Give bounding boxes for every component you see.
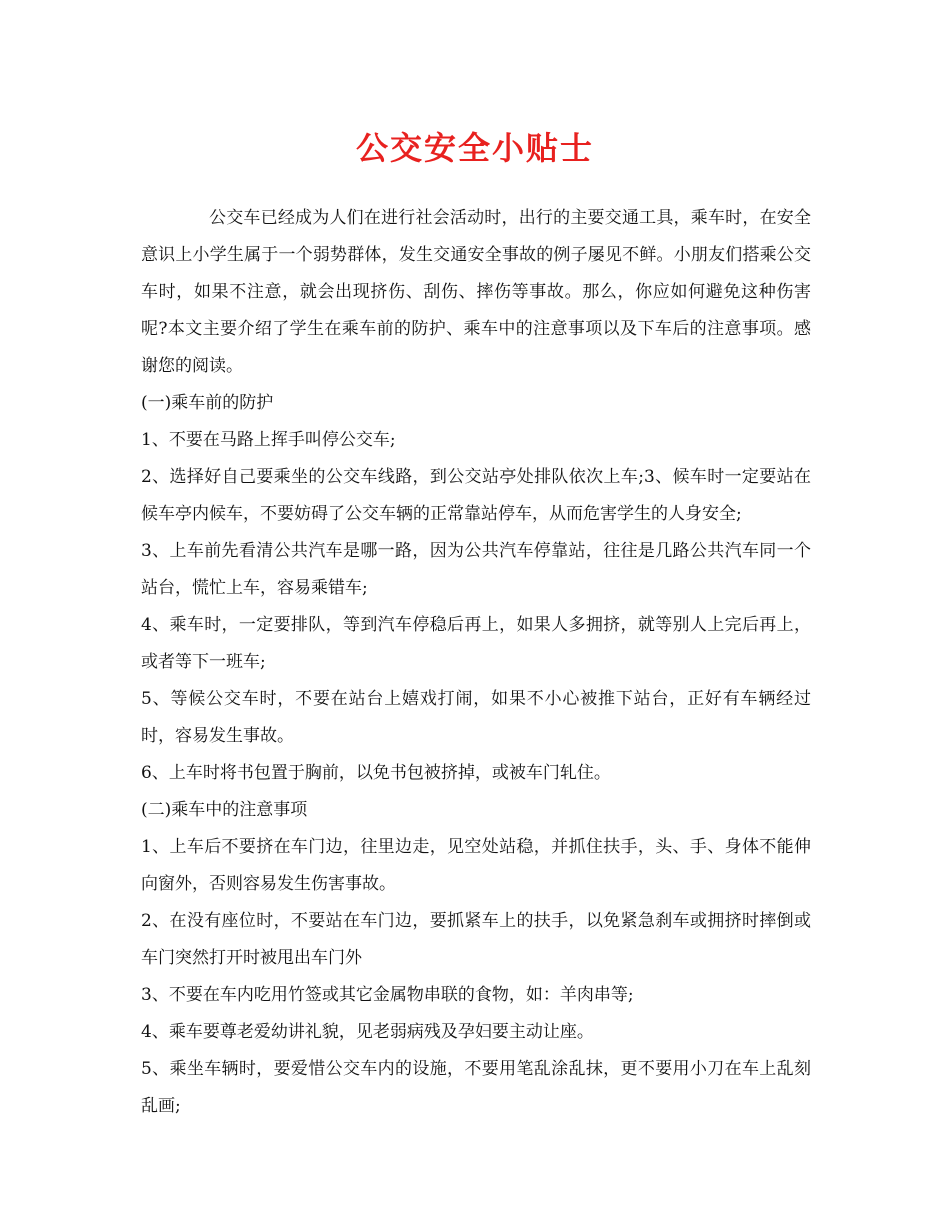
intro-paragraph: 公交车已经成为人们在进行社会活动时，出行的主要交通工具，乘车时，在安全意识上小学生属于一个弱势群体，发生交通安全事故的例子屡见不鲜。小朋友们搭乘公交车时，如果不注意，就会出现挤伤、刮伤、摔伤等事故。那么，你应如何避免这种伤害呢?本文主要介绍了学生在乘车前的防护、乘车中的注意事项以及下车后的注意事项。感谢您的阅读。 [141, 208, 811, 376]
document-body [141, 200, 811, 1125]
list-item: 2、在没有座位时，不要站在车门边，要抓紧车上的扶手，以免紧急刹车或拥挤时摔倒或车门突然打开时被甩出车门外 [141, 911, 811, 968]
list-item: 2、选择好自己要乘坐的公交车线路，到公交站亭处排队依次上车;3、候车时一定要站在候车亭内候车，不要妨碍了公交车辆的正常靠站停车，从而危害学生的人身安全; [141, 467, 811, 524]
list-item: 4、乘车时，一定要排队，等到汽车停稳后再上，如果人多拥挤，就等别人上完后再上，或者等下一班车; [141, 615, 811, 672]
page-title: 公交安全小贴士 [355, 129, 594, 167]
list-item: 3、上车前先看清公共汽车是哪一路，因为公共汽车停靠站，往往是几路公共汽车同一个站台，慌忙上车，容易乘错车; [141, 541, 811, 598]
list-item: 1、不要在马路上挥手叫停公交车; [141, 430, 396, 450]
list-item: 4、乘车要尊老爱幼讲礼貌，见老弱病残及孕妇要主动让座。 [141, 1022, 594, 1042]
list-item: 6、上车时将书包置于胸前，以免书包被挤掉，或被车门轧住。 [141, 763, 611, 783]
list-item: 5、乘坐车辆时，要爱惜公交车内的设施，不要用笔乱涂乱抹，更不要用小刀在车上乱刻乱画; [141, 1059, 811, 1116]
section-heading-during-ride: (二)乘车中的注意事项 [141, 800, 308, 820]
list-item: 1、上车后不要挤在车门边，往里边走，见空处站稳，并抓住扶手，头、手、身体不能伸向窗外，否则容易发生伤害事故。 [141, 837, 811, 894]
list-item: 5、等候公交车时，不要在站台上嬉戏打闹，如果不小心被推下站台，正好有车辆经过时，容易发生事故。 [141, 689, 811, 746]
list-item: 3、不要在车内吃用竹签或其它金属物串联的食物，如：羊肉串等; [141, 985, 634, 1005]
section-heading-before-boarding: (一)乘车前的防护 [141, 393, 274, 413]
